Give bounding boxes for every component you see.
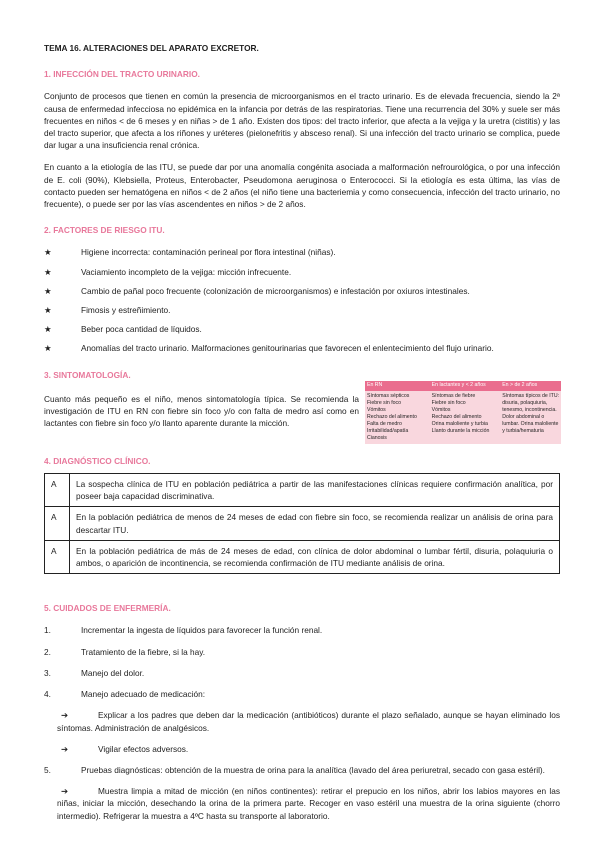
recommendation-text: En la población pediátrica de menos de 24 meses de edad con fiebre sin foco, se recomienda realizar un análisis de orina para descartar ITU. [70,507,560,540]
list-item: 3. Manejo del dolor. [44,667,145,678]
section-5-heading: 5. CUIDADOS DE ENFERMERÍA. [44,603,171,614]
recommendation-text: En la población pediátrica de más de 24 meses de edad, con clínica de dolor abdominal o lumbar fértil, disuria, polaquiuria o ambos, o aparición de incontinencia, se recomienda confirmación de ITU mediante análisis de orina. [70,540,560,573]
recommendation-text: La sospecha clínica de ITU en población pediátrica a partir de las manifestaciones clínicas requiere confirmación analítica, por poseer baja capacidad discriminativa. [70,474,560,507]
section-2-heading: 2. FACTORES DE RIESGO ITU. [44,225,165,236]
list-item: ★ Vaciamiento incompleto de la vejiga: micción infrecuente. [44,266,292,277]
table-header: En RN [365,381,430,391]
star-icon: ★ [44,285,52,296]
section-1-paragraph-2: En cuanto a la etiología de las ITU, se puede dar por una anomalía congénita asociada a malformación nefrourológica, o por una infección de E. coli (90%), Klebsiella, Proteus, Enterobacter, Pseudomona aeruginosa o Enterococci. Si la etiología es esta última, las vías de contacto pueden ser hematógena en niños < de 2 años (el niño tiene una bacteriemia y como consecuencia, infección del tracto urinario, no frecuente), o puede ser por las vías ascendentes en niños > de 2 años. [44,162,560,210]
table-cell: Síntomas de fiebre Fiebre sin foco Vómitos Rechazo del alimento Orina maloliente y turbia Llanto durante la micción [430,391,501,444]
star-icon: ★ [44,343,52,354]
symptoms-text: Cuanto más pequeño es el niño, menos sintomatología típica. Se recomienda la investigación de ITU en RN con fiebre sin foco y/o con falta de medro así como en lactantes con fiebre sin foco y/o llanto aparente durante la micción. [44,393,359,429]
list-item: ★ Cambio de pañal poco frecuente (colonización de microorganismos) e infestación por oxiuros intestinales. [44,285,470,296]
arrow-icon: ➔ [61,786,68,797]
star-icon: ★ [44,247,52,258]
document-title: TEMA 16. ALTERACIONES DEL APARATO EXCRETOR. [44,43,259,53]
symptoms-block [44,382,560,449]
sub-item: ➔ Explicar a los padres que deben dar la medicación (antibióticos) durante el plazo señalado, aunque se hayan eliminado los síntomas. Administración de analgésicos. [57,710,560,733]
section-3-heading: 3. SINTOMATOLOGÍA. [44,369,131,380]
table-header: En > de 2 años [500,381,561,391]
table-cell: Síntomas típicos de ITU: disuria, polaquiuria, tenesmo, incontinencia. Dolor abdominal o lumbar. Orina maloliente y turbia/hematuria [500,391,561,444]
care-steps-list [44,624,560,700]
arrow-icon: ➔ [61,710,68,721]
section-1-paragraph-1: Conjunto de procesos que tienen en común la presencia de microorganismos en el tracto urinario. Es de elevada frecuencia, siendo la 2ª causa de enfermedad infecciosa no epidémica en la infancia por detrás de las respiratorias. Tiene una recurrencia del 30% y suele ser más frecuentes en niños < de 6 meses y en niñas > de 1 año. Existen dos tipos: del tracto inferior, que afecta a la vejiga y la uretra (cistitis) y las del tracto superior, que afecta a los riñones y uréteres (pielonefritis y absceso renal). Si una infección del tracto urinario se complica, puede dar lugar a una insuficiencia renal crónica. [44,91,560,151]
diagnosis-table [44,473,560,574]
list-item: ★ Fimosis y estreñimiento. [44,305,171,316]
section-1-heading: 1. INFECCIÓN DEL TRACTO URINARIO. [44,69,200,80]
list-item: 1. Incrementar la ingesta de líquidos para favorecer la función renal. [44,625,323,636]
document-page [44,38,560,831]
star-icon: ★ [44,305,52,316]
symptoms-table [365,381,561,444]
table-cell: Síntomas sépticos Fiebre sin foco Vómitos Rechazo del alimento Falta de medro Irritabilidad/apatía Cianosis [365,391,430,444]
arrow-icon: ➔ [61,743,68,754]
sub-item: ➔ Vigilar efectos adversos. [44,743,560,755]
table-row [45,474,560,507]
table-row [45,507,560,540]
table-row [45,540,560,573]
list-item: ★ Higiene incorrecta: contaminación perineal por flora intestinal (niñas). [44,247,336,258]
table-header: En lactantes y < 2 años [430,381,501,391]
list-item: ★ Beber poca cantidad de líquidos. [44,324,202,335]
list-item: ★ Anomalías del tracto urinario. Malformaciones genitourinarias que favorecen el enlentecimiento del flujo urinario. [44,343,494,354]
evidence-level: A [45,474,70,507]
star-icon: ★ [44,324,52,335]
evidence-level: A [45,507,70,540]
risk-factor-list [44,246,560,354]
evidence-level: A [45,540,70,573]
sub-item: ➔ Muestra limpia a mitad de micción (en niños continentes): retirar el prepucio en los niños, abrir los labios mayores en las niñas, iniciar la micción, desechando la orina de la primera parte. Recoger en vaso estéril una muestra de la orina siguiente (chorro intermedio). Refrigerar la muestra a 4ºC hasta su transporte al laboratorio. [57,786,560,821]
list-item: 4. Manejo adecuado de medicación: [44,689,206,700]
star-icon: ★ [44,266,52,277]
section-4-heading: 4. DIAGNÓSTICO CLÍNICO. [44,455,151,466]
list-item: 2. Tratamiento de la fiebre, si la hay. [44,646,206,657]
list-item: 5. Pruebas diagnósticas: obtención de la muestra de orina para la analítica (lavado del área periuretral, secado con gasa estéril). [44,764,545,775]
